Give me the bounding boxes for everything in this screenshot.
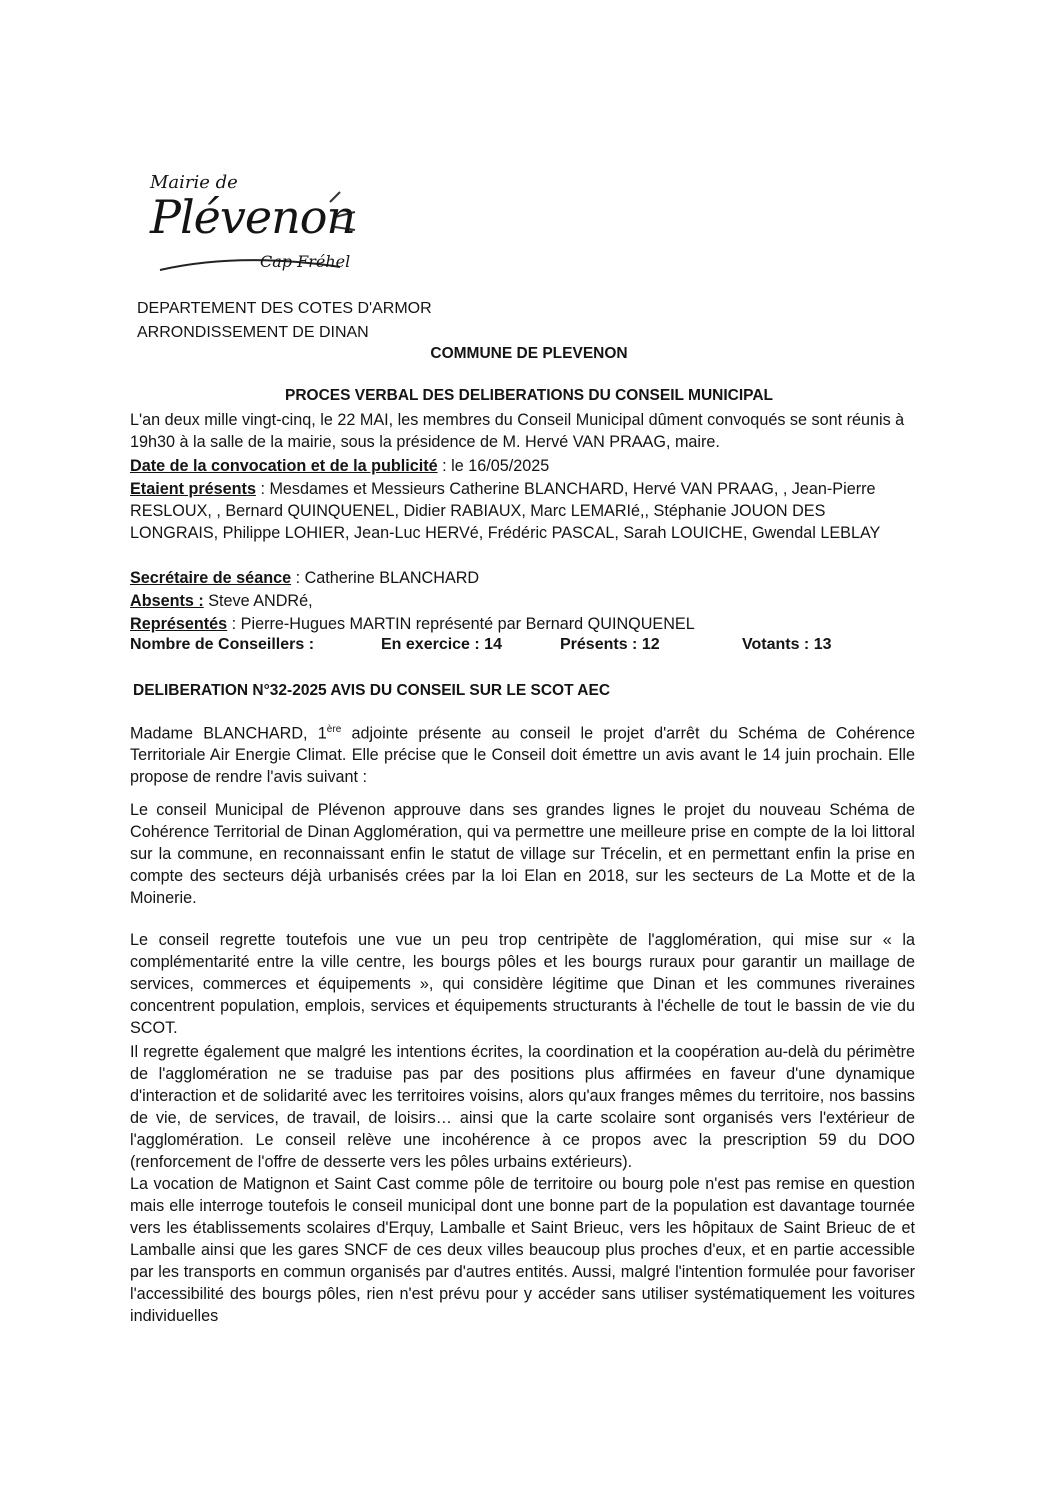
presents-label: Etaient présents bbox=[130, 480, 256, 498]
secretaire-value: : Catherine BLANCHARD bbox=[291, 569, 480, 587]
paragraph-4: Il regrette également que malgré les intentions écrites, la coordination et la coopération au-delà du périmètre de l'agglomération ne se traduise pas par des positions plus affirmées en faveur d'une dynamique d'interaction et de solidarité avec les territoires voisins, alors qu'aux franges mêmes du territoire, nos bassins de vie, de services, de travail, de loisirs… ainsi que la carte scolaire sont organisés vers l'extérieur de l'agglomération. Le conseil relève une incohérence à ce propos avec la prescription 59 du DOO (renforcement de l'offre de desserte vers les pôles urbains extérieurs). bbox=[130, 1043, 915, 1171]
presents-count: Présents : 12 bbox=[560, 636, 660, 653]
logo-mairie-text: Mairie de bbox=[150, 172, 238, 193]
deliberation-title: DELIBERATION N°32-2025 AVIS DU CONSEIL SUR LE SCOT AEC bbox=[133, 682, 611, 699]
presents-value: : Mesdames et Messieurs Catherine BLANCHARD, Hervé VAN PRAAG, , Jean-Pierre RESLOUX, , Bernard QUINQUENEL, Didier RABIAUX, Marc LEMARIé,, Stéphanie JOUON DES LONGRAIS, Philippe LOHIER, Jean-Luc HERVé, Frédéric PASCAL, Sarah LOUICHE, Gwendal LEBLAY bbox=[130, 480, 881, 542]
votants-count: Votants : 13 bbox=[742, 636, 832, 653]
paragraph-5: La vocation de Matignon et Saint Cast comme pôle de territoire ou bourg pole n'est pas remise en question mais elle interroge toutefois le conseil municipal dont une bonne part de la population est davantage tournée vers les établissements scolaires d'Erquy, Lamballe et Saint Brieuc, vers les hôpitaux de Saint Brieuc de et Lamballe ainsi que les gares SNCF de ces deux villes beaucoup plus proches d'eux, et en partie accessible par les transports en commun organisés par d'autres entités. Aussi, malgré l'intention formulée pour favoriser l'accessibilité des bourgs pôles, rien n'est prévu pour y accéder sans utiliser systématiquement les voitures individuelles bbox=[130, 1175, 915, 1325]
presents-line bbox=[130, 478, 915, 544]
convocation-line bbox=[130, 455, 915, 477]
mairie-logo bbox=[140, 172, 370, 282]
en-exercice: En exercice : 14 bbox=[381, 636, 502, 653]
absents-value: Steve ANDRé, bbox=[203, 592, 313, 610]
p1-rest: adjointe présente au conseil le projet d'arrêt du Schéma de Cohérence Territoriale Air Energie Climat. Elle précise que le Conseil doit émettre un avis avant le 14 juin prochain. Elle propose de rendre l'avis suivant : bbox=[130, 724, 915, 787]
logo-name-text: Plévenon bbox=[150, 190, 356, 244]
nombre-conseillers: Nombre de Conseillers : bbox=[130, 636, 315, 653]
absents-label: Absents : bbox=[130, 592, 204, 610]
arrondissement-line: ARRONDISSEMENT DE DINAN bbox=[137, 324, 369, 341]
intro-paragraph: L'an deux mille vingt-cinq, le 22 MAI, les membres du Conseil Municipal dûment convoqués se sont réunis à 19h30 à la salle de la mairie, sous la présidence de M. Hervé VAN PRAAG, maire. bbox=[130, 411, 905, 451]
representes-line bbox=[130, 613, 915, 635]
p1-start: Madame BLANCHARD, 1 bbox=[130, 724, 327, 743]
representes-label: Représentés bbox=[130, 615, 228, 633]
paragraph-3: Le conseil regrette toutefois une vue un peu trop centripète de l'agglomération, qui mise sur « la complémentarité entre la ville centre, les bourgs pôles et les bourgs ruraux pour garantir un maillage de services, commerces et équipements », qui considère légitime que Dinan et les communes riveraines concentrent population, emplois, services et équipements structurants à l'échelle de tout le bassin de vie du SCOT. bbox=[130, 931, 915, 1037]
p1-sup: ère bbox=[326, 724, 342, 735]
commune-title: COMMUNE DE PLEVENON bbox=[430, 345, 628, 362]
secretaire-label: Secrétaire de séance bbox=[130, 569, 292, 587]
representes-value: : Pierre-Hugues MARTIN représenté par Bernard QUINQUENEL bbox=[227, 615, 695, 633]
convocation-label: Date de la convocation et de la publicité bbox=[130, 457, 438, 475]
departement-line: DEPARTEMENT DES COTES D'ARMOR bbox=[137, 300, 432, 317]
absents-line bbox=[130, 590, 915, 612]
secretaire-line bbox=[130, 567, 915, 589]
paragraph-1 bbox=[130, 719, 915, 788]
convocation-value: : le 16/05/2025 bbox=[437, 457, 550, 475]
proces-verbal-title: PROCES VERBAL DES DELIBERATIONS DU CONSEIL MUNICIPAL bbox=[284, 387, 773, 404]
paragraph-2: Le conseil Municipal de Plévenon approuve dans ses grandes lignes le projet du nouveau Schéma de Cohérence Territorial de Dinan Agglomération, qui va permettre une meilleure prise en compte de la loi littoral sur la commune, en reconnaissant enfin le statut de village sur Trécelin, et en permettant enfin la prise en compte des secteurs déjà urbanisés crées par la loi Elan en 2018, sur les secteurs de La Motte et de la Moinerie. bbox=[130, 801, 915, 907]
logo-tagline-text: Cap Fréhel bbox=[260, 252, 351, 271]
